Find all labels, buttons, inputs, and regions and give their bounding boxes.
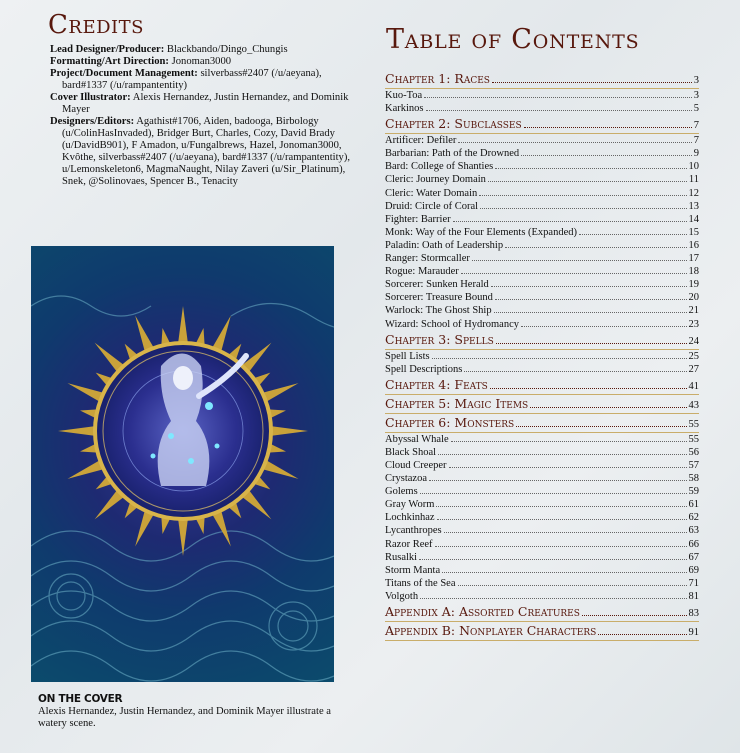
- toc-entry-page: 58: [688, 473, 699, 485]
- toc-entry[interactable]: [385, 511, 699, 524]
- toc-entry-page: 61: [688, 499, 699, 511]
- toc-entry-page: 16: [688, 239, 699, 251]
- toc-entry-title: Wizard: School of Hydromancy: [385, 318, 519, 330]
- toc-entry-title: Artificer: Defiler: [385, 135, 457, 147]
- dot-leader: [449, 467, 687, 468]
- toc-entry[interactable]: [385, 102, 699, 115]
- toc-entry-title: Druid: Circle of Coral: [385, 200, 479, 212]
- toc-chapter-title: Chapter 6: Monsters: [385, 414, 515, 430]
- dot-leader: [491, 286, 687, 287]
- toc-entry[interactable]: [385, 173, 699, 186]
- toc-entry[interactable]: [385, 538, 699, 551]
- toc-entry-page: 11: [688, 174, 699, 186]
- toc-chapter-page: 7: [693, 120, 699, 132]
- credits-title: Credits: [48, 10, 144, 40]
- toc-list: [385, 71, 699, 641]
- credit-entry: [31, 116, 366, 188]
- toc-chapter-group: [385, 377, 699, 395]
- dot-leader: [461, 273, 687, 274]
- dot-leader: [579, 234, 686, 235]
- toc-entry[interactable]: [385, 213, 699, 226]
- dot-leader: [495, 168, 686, 169]
- toc-chapter[interactable]: [385, 604, 699, 622]
- toc-entry-page: 81: [688, 590, 699, 602]
- dot-leader: [494, 312, 687, 313]
- dot-leader: [524, 127, 692, 128]
- toc-entry-title: Paladin: Oath of Leadership: [385, 239, 504, 251]
- credit-entry: [31, 44, 366, 56]
- sun-ray: [178, 517, 188, 556]
- dot-leader: [492, 82, 692, 83]
- toc-entry[interactable]: [385, 472, 699, 485]
- toc-entry[interactable]: [385, 226, 699, 239]
- dot-leader: [442, 572, 686, 573]
- toc-chapter-title: Chapter 5: Magic Items: [385, 395, 529, 411]
- toc-entry[interactable]: [385, 433, 699, 446]
- toc-entry[interactable]: [385, 363, 699, 376]
- toc-entry-title: Rusalki: [385, 551, 418, 563]
- toc-entry-page: 20: [688, 292, 699, 304]
- toc-chapter[interactable]: [385, 332, 699, 350]
- toc-entry-page: 25: [688, 350, 699, 362]
- toc-entry[interactable]: [385, 252, 699, 265]
- dot-leader: [472, 260, 687, 261]
- toc-chapter-title: Appendix A: Assorted Creatures: [385, 604, 580, 619]
- cover-caption-text: Alexis Hernandez, Justin Hernandez, and Dominik Mayer illustrate a watery scene.: [38, 706, 332, 729]
- dot-leader: [464, 371, 686, 372]
- dot-leader: [582, 615, 687, 616]
- credit-names: silverbass#2407 (/u/aeyana), bard#1337 (/u/rampantentity): [62, 68, 322, 91]
- credit-role: Cover Illustrator:: [50, 92, 131, 103]
- dot-leader: [521, 326, 687, 327]
- toc-entry-title: Kuo-Toa: [385, 90, 423, 101]
- toc-entry-page: 62: [688, 512, 699, 524]
- toc-chapter-group: [385, 396, 699, 414]
- sun-ray: [269, 426, 308, 436]
- dot-leader: [419, 559, 686, 560]
- toc-entry[interactable]: [385, 160, 699, 173]
- toc-chapter-group: [385, 71, 699, 115]
- toc-entry[interactable]: [385, 318, 699, 331]
- dot-leader: [479, 195, 686, 196]
- toc-chapter-title: Chapter 4: Feats: [385, 376, 488, 392]
- toc-entry-title: Cloud Creeper: [385, 459, 447, 471]
- toc-chapter-group: [385, 332, 699, 376]
- toc-chapter[interactable]: [385, 623, 699, 641]
- toc-entry[interactable]: [385, 239, 699, 252]
- credit-role: Lead Designer/Producer:: [50, 44, 165, 55]
- toc-entry[interactable]: [385, 577, 699, 590]
- cover-art: [31, 246, 334, 682]
- dot-leader: [505, 247, 686, 248]
- toc-entry-page: 15: [688, 226, 699, 238]
- toc-entry[interactable]: [385, 304, 699, 317]
- toc-entry-page: 12: [688, 187, 699, 199]
- credit-entry: [31, 68, 366, 92]
- toc-entry-title: Sorcerer: Treasure Bound: [385, 292, 493, 304]
- toc-chapter-page: 24: [688, 335, 699, 347]
- toc-entry-page: 57: [688, 459, 699, 471]
- dot-leader: [530, 407, 686, 408]
- cover-heading: ON THE COVER: [38, 693, 123, 705]
- toc-entry-title: Lochkinhaz: [385, 512, 435, 524]
- toc-chapter[interactable]: [385, 396, 699, 414]
- toc-entry-page: 55: [688, 433, 699, 445]
- toc-chapter-title: Chapter 2: Subclasses: [385, 116, 522, 132]
- dot-leader: [444, 532, 687, 533]
- toc-chapter-title: Appendix B: Nonplayer Characters: [385, 623, 597, 638]
- toc-entry[interactable]: [385, 446, 699, 459]
- toc-entry-title: Golems: [385, 486, 418, 498]
- toc-entry-page: 63: [688, 525, 699, 537]
- dot-leader: [451, 441, 687, 442]
- toc-entry-title: Titans of the Sea: [385, 577, 456, 589]
- dot-leader: [438, 454, 686, 455]
- toc-entry-title: Cleric: Water Domain: [385, 187, 478, 199]
- toc-entry-title: Spell Lists: [385, 350, 430, 362]
- dot-leader: [458, 585, 687, 586]
- toc-entry[interactable]: [385, 524, 699, 537]
- toc-entry-page: 9: [693, 148, 699, 160]
- dot-leader: [598, 634, 686, 635]
- credit-names: Alexis Hernandez, Justin Hernandez, and Dominik Mayer: [62, 92, 349, 115]
- credit-entry: [31, 92, 366, 116]
- toc-entry-page: 19: [688, 279, 699, 291]
- toc-entry-title: Lycanthropes: [385, 525, 442, 537]
- toc-chapter-page: 83: [688, 608, 699, 619]
- toc-entry-page: 66: [688, 538, 699, 550]
- dot-leader: [490, 388, 687, 389]
- toc-chapter-title: Chapter 3: Spells: [385, 331, 494, 347]
- toc-entry-title: Black Shoal: [385, 446, 437, 458]
- toc-chapter-page: 3: [693, 75, 699, 86]
- dot-leader: [480, 208, 686, 209]
- toc-chapter-group: [385, 116, 699, 330]
- toc-chapter-page: 43: [688, 399, 699, 411]
- toc-entry[interactable]: [385, 278, 699, 291]
- dot-leader: [495, 299, 687, 300]
- toc-entry-title: Crystazoa: [385, 473, 427, 485]
- toc-entry-page: 17: [688, 253, 699, 265]
- cover-illustration: [31, 246, 334, 682]
- sun-ray: [178, 306, 188, 345]
- toc-chapter[interactable]: [385, 116, 699, 134]
- toc-entry-page: 67: [688, 551, 699, 563]
- toc-entry-page: 10: [688, 161, 699, 173]
- toc-entry-page: 27: [688, 363, 699, 375]
- toc-title: Table of Contents: [386, 24, 640, 55]
- toc-entry[interactable]: [385, 551, 699, 564]
- toc-entry-title: Barbarian: Path of the Drowned: [385, 148, 520, 160]
- toc-entry-title: Storm Manta: [385, 564, 441, 576]
- toc-entry-page: 23: [688, 318, 699, 330]
- dot-leader: [420, 493, 687, 494]
- dot-leader: [488, 181, 687, 182]
- toc-entry-title: Monk: Way of the Four Elements (Expanded): [385, 226, 578, 238]
- toc-chapter[interactable]: [385, 71, 699, 89]
- toc-entry-page: 69: [688, 564, 699, 576]
- cover-caption: [38, 693, 338, 730]
- toc-entry[interactable]: [385, 134, 699, 147]
- toc-chapter-group: [385, 415, 699, 603]
- toc-entry[interactable]: [385, 590, 699, 603]
- dot-leader: [516, 426, 686, 427]
- toc-chapter[interactable]: [385, 377, 699, 395]
- credit-entry: [31, 56, 366, 68]
- toc-entry-page: 3: [693, 90, 699, 101]
- toc-entry-title: Rogue: Marauder: [385, 266, 459, 278]
- credit-names: Blackbando/Dingo_Chungis: [166, 44, 288, 55]
- toc-entry[interactable]: [385, 485, 699, 498]
- toc-entry-title: Ranger: Stormcaller: [385, 253, 470, 265]
- toc-entry-title: Fighter: Barrier: [385, 213, 451, 225]
- toc-entry[interactable]: [385, 147, 699, 160]
- dot-leader: [432, 358, 687, 359]
- toc-entry[interactable]: [385, 350, 699, 363]
- dot-leader: [453, 221, 687, 222]
- dot-leader: [436, 506, 686, 507]
- dot-leader: [437, 519, 687, 520]
- dot-leader: [521, 155, 692, 156]
- dot-leader: [496, 343, 687, 344]
- toc-entry[interactable]: [385, 498, 699, 511]
- toc-entry-page: 59: [688, 486, 699, 498]
- toc-chapter-page: 55: [688, 418, 699, 430]
- dot-leader: [426, 110, 692, 111]
- dot-leader: [429, 480, 687, 481]
- toc-entry-title: Karkinos: [385, 103, 424, 115]
- credit-role: Formatting/Art Direction:: [50, 56, 169, 67]
- toc-entry-page: 13: [688, 200, 699, 212]
- toc-chapter-title: Chapter 1: Races: [385, 71, 490, 86]
- toc-entry-title: Abyssal Whale: [385, 433, 449, 445]
- toc-chapter-group: [385, 604, 699, 622]
- toc-entry-title: Cleric: Journey Domain: [385, 174, 486, 186]
- toc-entry[interactable]: [385, 291, 699, 304]
- toc-entry-page: 21: [688, 305, 699, 317]
- dot-leader: [435, 546, 687, 547]
- toc-entry-page: 71: [688, 577, 699, 589]
- toc-entry-page: 56: [688, 446, 699, 458]
- credit-role: Project/Document Management:: [50, 68, 198, 79]
- toc-entry-page: 14: [688, 213, 699, 225]
- toc-entry-page: 18: [688, 266, 699, 278]
- toc-chapter[interactable]: [385, 415, 699, 433]
- credit-role: Designers/Editors:: [50, 116, 135, 127]
- toc-chapter-group: [385, 623, 699, 641]
- credit-names: Jonoman3000: [171, 56, 232, 67]
- credits-section: [31, 10, 366, 188]
- toc-entry[interactable]: [385, 200, 699, 213]
- table-of-contents: [385, 24, 699, 642]
- toc-entry[interactable]: [385, 89, 699, 102]
- toc-entry-title: Warlock: The Ghost Ship: [385, 305, 492, 317]
- toc-entry[interactable]: [385, 459, 699, 472]
- dot-leader: [458, 142, 691, 143]
- credits-list: [31, 44, 366, 188]
- toc-entry-page: 5: [693, 103, 699, 115]
- credit-names: Agathist#1706, Aiden, badooga, Birbology (u/ColinHasInvaded), Bridger Burt, Charles, Cozy, David Brady (u/DavidB901), F Amadon, u/Fungalbrews, Hazel, Jonoman3000, Kvôthe, silverbass#2407 (/u/aeyana), bard#1337 (/u/rampantentity), u/Lemonskeleton6, MagmaNaught, Nilay Zaveri (u/Sir_Platinum), Snek, @Solinovaes, Spencer B., Tenacity: [62, 116, 351, 187]
- toc-entry[interactable]: [385, 187, 699, 200]
- toc-entry[interactable]: [385, 265, 699, 278]
- toc-entry-title: Razor Reef: [385, 538, 433, 550]
- toc-entry-title: Volgoth: [385, 590, 419, 602]
- dot-leader: [424, 97, 692, 98]
- toc-chapter-page: 41: [688, 380, 699, 392]
- dot-leader: [420, 598, 686, 599]
- toc-entry[interactable]: [385, 564, 699, 577]
- toc-entry-title: Bard: College of Shanties: [385, 161, 494, 173]
- toc-entry-title: Spell Descriptions: [385, 363, 463, 375]
- toc-entry-title: Gray Worm: [385, 499, 435, 511]
- toc-chapter-page: 91: [688, 627, 699, 638]
- toc-entry-page: 7: [693, 135, 699, 147]
- sun-ray: [58, 426, 97, 436]
- toc-entry-title: Sorcerer: Sunken Herald: [385, 279, 489, 291]
